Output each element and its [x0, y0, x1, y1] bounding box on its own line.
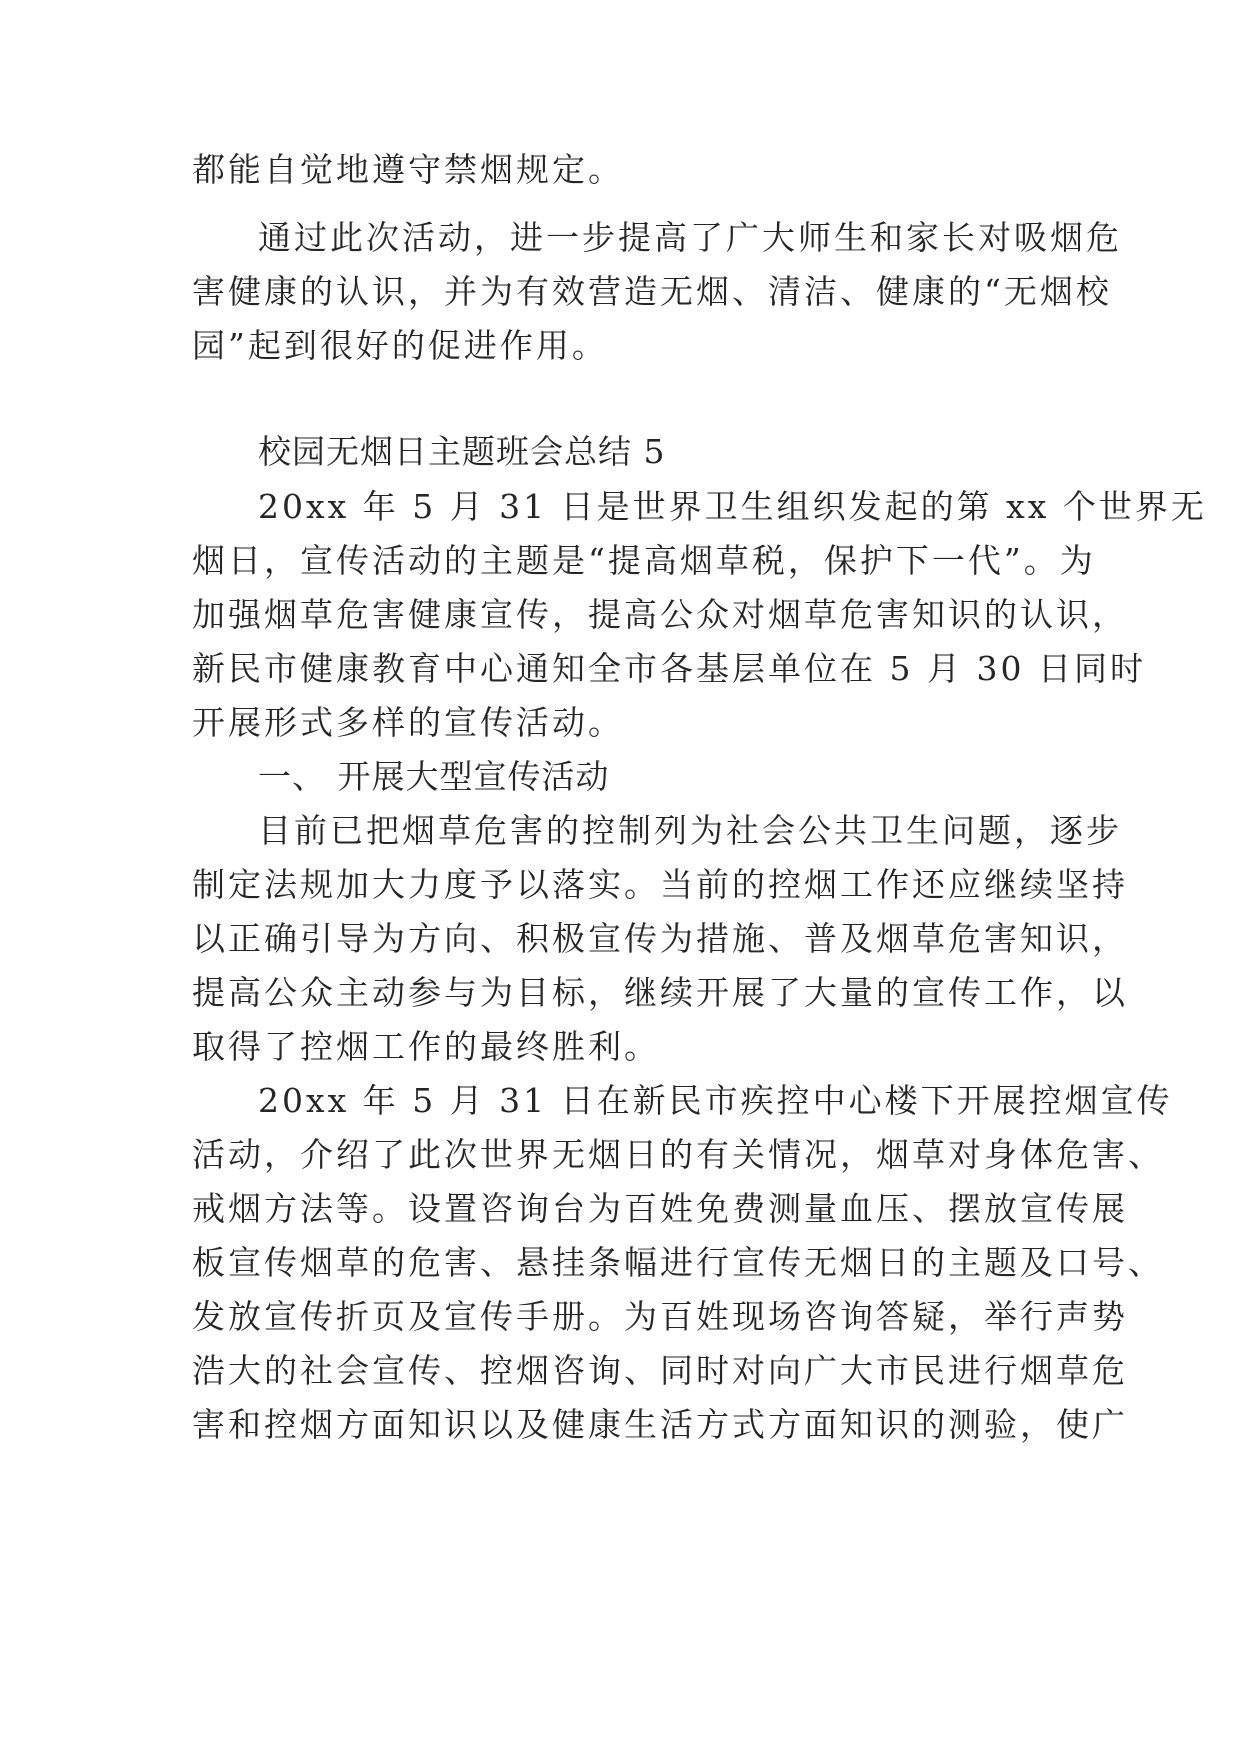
text-line: 取得了控烟工作的最终胜利。 — [192, 1027, 660, 1066]
text-line: 目前已把烟草危害的控制列为社会公共卫生问题，逐步 — [258, 811, 1122, 850]
text-line: 通过此次活动，进一步提高了广大师生和家长对吸烟危 — [258, 218, 1122, 257]
text-line: 园”起到很好的促进作用。 — [192, 326, 608, 365]
section-heading: 校园无烟日主题班会总结 5 — [258, 432, 666, 471]
text-line: 活动，介绍了此次世界无烟日的有关情况，烟草对身体危害、 — [192, 1135, 1164, 1174]
text-line: 烟日，宣传活动的主题是“提高烟草税，保护下一代”。为 — [192, 541, 1096, 580]
text-line: 害健康的认识，并为有效营造无烟、清洁、健康的“无烟校 — [192, 272, 1112, 311]
text-line: 20xx 年 5 月 31 日是世界卫生组织发起的第 xx 个世界无 — [258, 487, 1207, 526]
text-line: 害和控烟方面知识以及健康生活方式方面知识的测验，使广 — [192, 1405, 1128, 1444]
text-line: 板宣传烟草的危害、悬挂条幅进行宣传无烟日的主题及口号、 — [192, 1243, 1164, 1282]
text-line: 发放宣传折页及宣传手册。为百姓现场咨询答疑，举行声势 — [192, 1297, 1128, 1336]
text-line: 以正确引导为方向、积极宣传为措施、普及烟草危害知识， — [192, 919, 1128, 958]
text-line: 加强烟草危害健康宣传，提高公众对烟草危害知识的认识， — [192, 595, 1128, 634]
text-line: 都能自觉地遵守禁烟规定。 — [192, 150, 624, 189]
text-line: 戒烟方法等。设置咨询台为百姓免费测量血压、摆放宣传展 — [192, 1189, 1128, 1228]
subsection-heading: 一、 开展大型宣传活动 — [258, 757, 610, 796]
text-line: 开展形式多样的宣传活动。 — [192, 703, 624, 742]
text-line: 新民市健康教育中心通知全市各基层单位在 5 月 30 日同时 — [192, 649, 1146, 688]
text-line: 浩大的社会宣传、控烟咨询、同时对向广大市民进行烟草危 — [192, 1351, 1128, 1390]
text-line: 提高公众主动参与为目标，继续开展了大量的宣传工作，以 — [192, 973, 1128, 1012]
text-line: 制定法规加大力度予以落实。当前的控烟工作还应继续坚持 — [192, 865, 1128, 904]
text-line: 20xx 年 5 月 31 日在新民市疾控中心楼下开展控烟宣传 — [258, 1081, 1173, 1120]
